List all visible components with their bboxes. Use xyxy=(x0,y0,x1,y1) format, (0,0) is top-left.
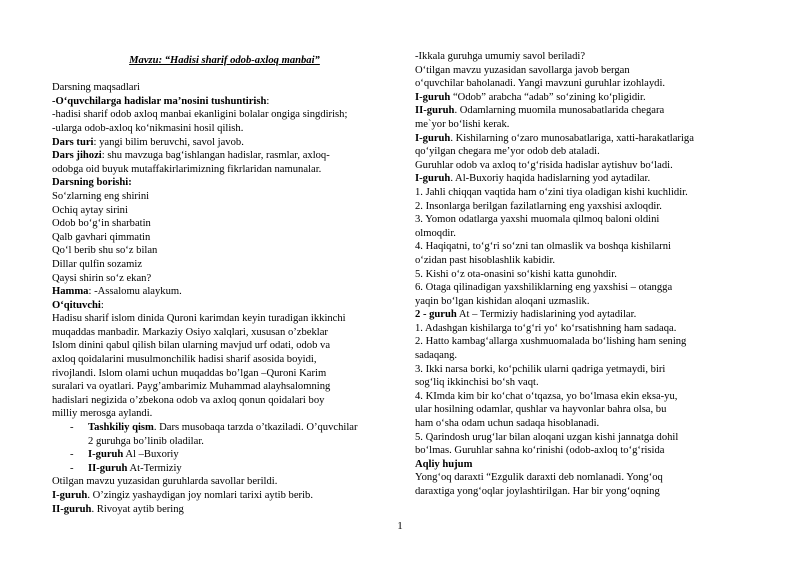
line-text: 1. Jahli chiqqan vaqtida ham o‘zini tiya oladigan kishi kuchlidir. xyxy=(415,186,688,198)
text-line xyxy=(52,407,397,421)
bold-label: II-guruh xyxy=(88,462,128,474)
bold-label: II-guruh xyxy=(415,105,455,117)
text-line xyxy=(52,149,397,163)
text-line xyxy=(52,475,397,489)
line-text: . Dars musobaqa tarzda o’tkaziladi. O’quvchilar xyxy=(153,422,358,434)
line-text: : shu mavzuga bag‘ishlangan hadislar, rasmlar, axloq- xyxy=(101,150,330,162)
text-line xyxy=(52,258,397,272)
line-text: sog‘liq ikkinchisi bo‘sh vaqt. xyxy=(415,377,539,389)
line-text: o‘quvchilar baholanadi. Yangi mavzuni guruhlar izohlaydi. xyxy=(415,78,666,90)
text-line xyxy=(52,353,397,367)
text-line xyxy=(52,380,397,394)
text-line xyxy=(52,394,397,408)
line-text: 3. Ikki narsa borki, ko‘pchilik ularni qadriga yetmaydi, biri xyxy=(415,363,666,375)
text-line xyxy=(415,458,755,472)
line-text: suralari va oyatlari. Payg’ambarimiz Muhammad alayhsalomning xyxy=(52,381,331,393)
line-text: Dillar qulfin sozamiz xyxy=(52,258,143,270)
line-text: Yong‘oq daraxti “Ezgulik daraxti deb nomlanadi. Yong‘oq xyxy=(415,472,663,484)
text-line xyxy=(52,435,397,449)
line-text: Guruhlar odob va axloq to‘g‘risida hadislar aytishuv bo‘ladi. xyxy=(415,159,673,171)
text-line xyxy=(415,213,755,227)
text-line xyxy=(52,163,397,177)
text-line xyxy=(415,308,755,322)
bold-label: I-guruh xyxy=(415,173,451,185)
line-text: 4. KImda kim bir ko‘chat o‘tqazsa, yo bo‘lmasa ekin eksa-yu, xyxy=(415,390,678,402)
list-dash: - xyxy=(70,462,74,474)
text-line xyxy=(415,200,755,214)
bold-label: -O‘quvchilarga hadislar ma’nosini tushuntirish xyxy=(52,95,267,107)
text-line xyxy=(52,421,397,435)
text-line xyxy=(415,335,755,349)
text-line xyxy=(52,81,397,95)
page-number: 1 xyxy=(397,520,403,532)
text-line xyxy=(52,108,397,122)
bold-label: Dars jihozi xyxy=(52,150,102,162)
text-line xyxy=(52,462,397,476)
text-line xyxy=(52,204,397,218)
line-text: “Odob” arabcha “adab” so‘zining ko‘pligidir. xyxy=(450,91,646,103)
text-line xyxy=(415,172,755,186)
line-text: : yangi bilim beruvchi, savol javob. xyxy=(93,136,244,148)
text-line xyxy=(52,231,397,245)
line-text: At-Termiziy xyxy=(127,462,182,474)
text-line xyxy=(415,50,755,64)
line-text: At – Termiziy hadislarining yod aytadilar. xyxy=(456,309,637,321)
text-line xyxy=(415,268,755,282)
line-text: 5. Kishi o‘z ota-onasini so‘kishi katta gunohdir. xyxy=(415,268,617,280)
text-line xyxy=(415,227,755,241)
line-text: 2. Insonlarga berilgan fazilatlarning eng yaxshisi axloqdir. xyxy=(415,200,662,212)
text-line xyxy=(415,64,755,78)
line-text: . O’zingiz yashaydigan joy nomlari tarixi aytib berib. xyxy=(87,490,313,501)
text-line xyxy=(52,326,397,340)
line-text: Odob bo‘g‘in sharbatin xyxy=(52,218,151,230)
text-line xyxy=(415,403,755,417)
line-text: : xyxy=(266,95,270,107)
right-column xyxy=(415,50,755,499)
text-line xyxy=(52,176,397,190)
line-text: 5. Qarindosh urug‘lar bilan aloqani uzgan kishi jannatga dohil xyxy=(415,431,679,443)
line-text: me`yor bo‘lishi kerak. xyxy=(415,118,510,130)
text-line xyxy=(52,339,397,353)
left-column xyxy=(52,0,397,516)
line-text: . Odamlarning muomila munosabatlarida chegara xyxy=(454,105,665,117)
text-line xyxy=(52,285,397,299)
text-line xyxy=(415,376,755,390)
text-line xyxy=(52,136,397,150)
text-line xyxy=(415,431,755,445)
line-text: 2 guruhga bo’linib oladilar. xyxy=(88,435,204,447)
line-text: Darsning maqsadlari xyxy=(52,82,140,94)
line-text: Ochiq aytay sirini xyxy=(52,204,128,216)
line-text: axloq qoidalarini musulmonchilik hadisi sharif asosida boyidi, xyxy=(52,354,317,366)
bold-label: II-guruh xyxy=(52,503,92,515)
line-text: -ularga odob-axloq ko‘nikmasini hosil qilish. xyxy=(52,122,244,134)
text-line xyxy=(52,190,397,204)
line-text: daraxtiga yong‘oqlar joylashtirilgan. Har bir yong‘oqning xyxy=(415,486,660,497)
text-line xyxy=(415,417,755,431)
text-line xyxy=(415,91,755,105)
bold-label: Tashkiliy qism xyxy=(88,422,154,434)
line-text: Otilgan mavzu yuzasidan guruhlarda savollar berildi. xyxy=(52,476,278,488)
text-line xyxy=(415,118,755,132)
text-line xyxy=(415,145,755,159)
line-text: ham o‘sha odam uchun sadaqa hisoblanadi. xyxy=(415,418,600,430)
line-text: 6. Otaga qilinadigan yaxshiliklarning eng yaxshisi – otangga xyxy=(415,282,673,294)
line-text: -Ikkala guruhga umumiy savol beriladi? xyxy=(415,51,586,62)
line-text: So‘zlarning eng shirini xyxy=(52,190,150,202)
line-text: Hadisu sharif islom dinida Quroni karimdan keyin turadigan ikkinchi xyxy=(52,313,346,325)
text-line xyxy=(415,471,755,485)
bold-label: I-guruh xyxy=(415,91,451,103)
lesson-title: Mavzu: “Hadisi sharif odob-axloq manbai” xyxy=(129,55,320,66)
bold-label: I-guruh xyxy=(88,449,124,461)
list-dash: - xyxy=(70,449,74,461)
bold-label: O‘qituvchi xyxy=(52,299,101,311)
bold-label: Darsning borishi: xyxy=(52,177,132,189)
text-line xyxy=(415,295,755,309)
line-text: rivojlandi. Islom olami uchun muqaddas bo’lgan –Quroni Karim xyxy=(52,367,327,379)
text-line xyxy=(415,322,755,336)
line-text: sadaqang. xyxy=(415,350,458,362)
text-line xyxy=(52,217,397,231)
text-line xyxy=(415,104,755,118)
bold-label: Dars turi xyxy=(52,136,94,148)
bold-label: Aqliy hujum xyxy=(415,458,473,470)
line-text: 2. Hatto kambag‘allarga xushmuomalada bo‘lishing ham sening xyxy=(415,336,687,348)
text-line xyxy=(52,272,397,286)
line-text: Qaysi shirin so‘z ekan? xyxy=(52,272,152,284)
line-text: . Al-Buxoriy haqida hadislarning yod aytadilar. xyxy=(450,173,651,185)
line-text: Islom dinini qabul qilish bilan ularning mavjud urf odati, odob va xyxy=(52,340,331,352)
text-line xyxy=(52,312,397,326)
text-line xyxy=(415,77,755,91)
text-line xyxy=(52,122,397,136)
line-text: o‘zidan past hisoblashlik kabidir. xyxy=(415,254,556,266)
line-text: odobga oid buyuk mutaffakirlarimizning fikrlaridan namunalar. xyxy=(52,163,322,175)
line-text: 3. Yomon odatlarga yaxshi muomala qilmoq baloni oldini xyxy=(415,214,660,226)
text-line xyxy=(415,254,755,268)
text-line xyxy=(52,489,397,503)
line-text: : xyxy=(100,299,104,311)
line-text: . Kishilarning o‘zaro munosabatlariga, xatti-harakatlariga xyxy=(450,132,694,144)
text-line xyxy=(415,186,755,200)
bold-label: 2 - guruh xyxy=(415,309,457,321)
bold-label: I-guruh xyxy=(415,132,451,144)
text-line xyxy=(415,349,755,363)
line-text: 4. Haqiqatni, to‘g‘ri so‘zni tan olmaslik va boshqa kishilarni xyxy=(415,241,671,253)
text-line xyxy=(415,485,755,499)
text-line xyxy=(415,132,755,146)
line-text: . Rivoyat aytib bering xyxy=(91,503,184,515)
line-text: qo‘yilgan chegara me’yor odob deb ataladi. xyxy=(415,146,600,158)
line-text: : -Assalomu alaykum. xyxy=(88,286,182,298)
text-line xyxy=(52,244,397,258)
bold-label: I-guruh xyxy=(52,490,88,501)
text-line xyxy=(415,363,755,377)
line-text: hadislari negizida o’zbekona odob va axloq qonun qoidalari boy xyxy=(52,394,325,406)
line-text: ular hosilning odamlar, qushlar va hayvonlar bahra olsa, bu xyxy=(415,404,667,416)
text-line xyxy=(415,240,755,254)
text-line xyxy=(52,299,397,313)
line-text: bo‘lmas. Guruhlar sahna ko‘rinishi (odob-axloq to‘g‘risida xyxy=(415,445,665,457)
line-text: muqaddas manbadir. Markaziy Osiyo xalqlari, xususan o’zbeklar xyxy=(52,326,328,338)
line-text: Al –Buxoriy xyxy=(123,449,179,461)
bold-label: Hamma xyxy=(52,286,89,298)
text-line xyxy=(415,444,755,458)
text-line xyxy=(52,503,397,517)
text-line xyxy=(52,367,397,381)
text-line xyxy=(415,159,755,173)
text-line xyxy=(415,281,755,295)
list-dash: - xyxy=(70,422,74,434)
line-text: milliy merosga aylandi. xyxy=(52,408,153,420)
line-text: Qo‘l berib shu so‘z bilan xyxy=(52,245,158,257)
line-text: Qalb gavhari qimmatin xyxy=(52,231,151,243)
line-text: O‘tilgan mavzu yuzasidan savollarga javob bergan xyxy=(415,64,630,76)
text-line xyxy=(52,448,397,462)
line-text: 1. Adashgan kishilarga to‘g‘ri yo‘ ko‘rsatishning ham sadaqa. xyxy=(415,322,677,334)
line-text: -hadisi sharif odob axloq manbai ekanligini bolalar ongiga singdirish; xyxy=(52,109,348,121)
line-text: yaqin bo‘lgan kishidan aloqani uzmaslik. xyxy=(415,295,590,307)
line-text: olmoqdir. xyxy=(415,227,456,239)
text-line xyxy=(52,95,397,109)
text-line xyxy=(415,390,755,404)
